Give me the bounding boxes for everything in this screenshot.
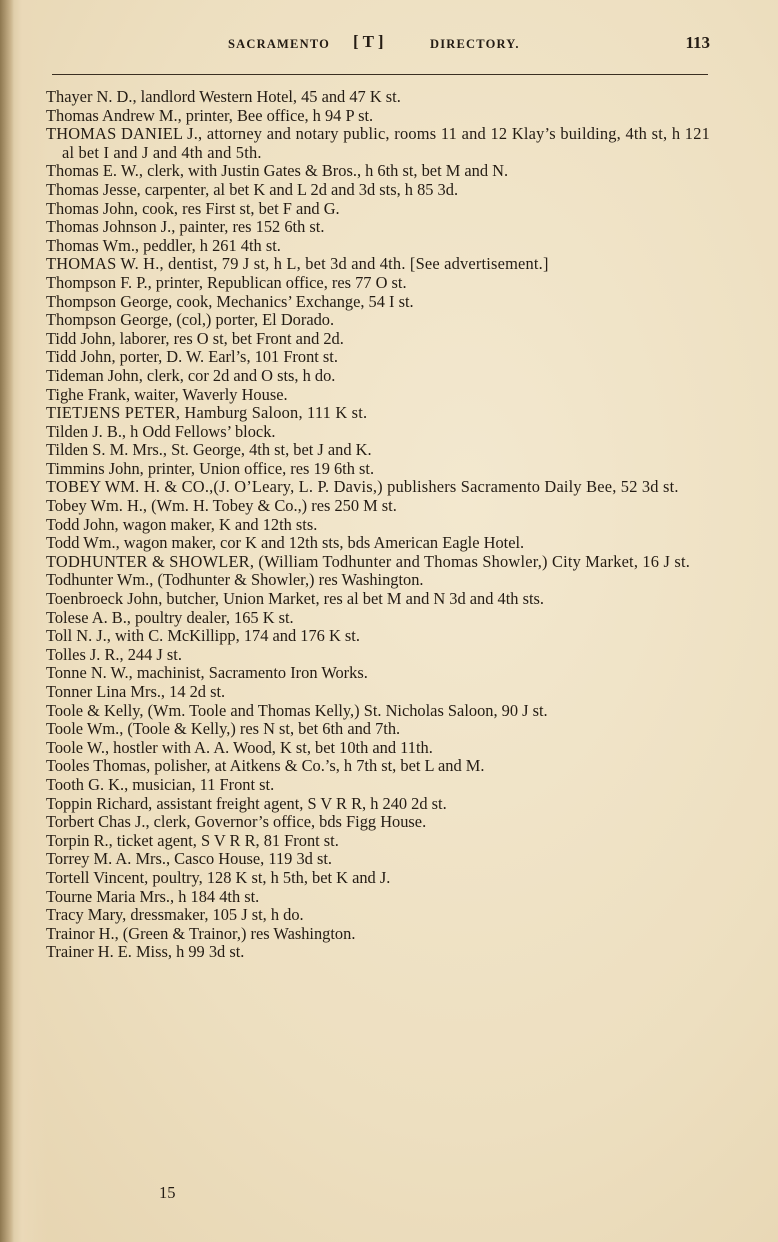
directory-entry: Tidd John, laborer, res O st, bet Front and 2d. <box>46 328 344 348</box>
page-number: 113 <box>685 33 710 52</box>
directory-entry: Tonne N. W., machinist, Sacramento Iron Works. <box>46 663 368 683</box>
directory-entry: Todhunter Wm., (Todhunter & Showler,) res Washington. <box>46 570 424 590</box>
directory-entry: Tidd John, porter, D. W. Earl’s, 101 Front st. <box>46 347 338 367</box>
directory-entry: Torpin R., ticket agent, S V R R, 81 Front st. <box>46 830 339 850</box>
header-rule <box>52 74 708 75</box>
directory-entries <box>46 88 710 962</box>
directory-entry: Thayer N. D., landlord Western Hotel, 45 and 47 K st. <box>46 87 401 106</box>
directory-entry: Toole Wm., (Toole & Kelly,) res N st, bet 6th and 7th. <box>46 719 401 739</box>
directory-entry: Thompson F. P., printer, Republican office, res 77 O st. <box>46 272 407 292</box>
directory-entry: Tolese A. B., poultry dealer, 165 K st. <box>46 607 294 627</box>
directory-entry: Thompson George, (col,) porter, El Dorado. <box>46 310 335 330</box>
directory-entry: TOBEY WM. H. & CO.,(J. O’Leary, L. P. Davis,) publishers Sacramento Daily Bee, 52 3d st. <box>46 477 679 497</box>
directory-entry: Thomas John, cook, res First st, bet F and G. <box>46 198 340 218</box>
binding-edge <box>0 0 14 1242</box>
running-head-title: DIRECTORY. <box>430 37 520 51</box>
directory-entry: Tighe Frank, waiter, Waverly House. <box>46 384 288 404</box>
directory-entry: Toll N. J., with C. McKillipp, 174 and 176 K st. <box>46 626 360 646</box>
directory-entry: Tonner Lina Mrs., 14 2d st. <box>46 682 226 701</box>
directory-entry: Tolles J. R., 244 J st. <box>46 644 182 664</box>
directory-entry: Torbert Chas J., clerk, Governor’s office, bds Figg House. <box>46 812 427 832</box>
directory-entry: Thomas Jesse, carpenter, al bet K and L 2d and 3d sts, h 85 3d. <box>46 179 459 199</box>
directory-entry: Toenbroeck John, butcher, Union Market, res al bet M and N 3d and 4th sts. <box>46 589 545 609</box>
directory-entry: Torrey M. A. Mrs., Casco House, 119 3d st. <box>46 849 332 869</box>
directory-entry: Thomas Andrew M., printer, Bee office, h 94 P st. <box>46 105 374 125</box>
directory-entry: Timmins John, printer, Union office, res 19 6th st. <box>46 458 375 478</box>
directory-entry: Trainer H. E. Miss, h 99 3d st. <box>46 942 245 962</box>
directory-entry: Tideman John, clerk, cor 2d and O sts, h do. <box>46 365 336 385</box>
directory-entry: Trainor H., (Green & Trainor,) res Washington. <box>46 923 356 943</box>
directory-entry: Toole W., hostler with A. A. Wood, K st, bet 10th and 11th. <box>46 737 433 757</box>
directory-entry: Tobey Wm. H., (Wm. H. Tobey & Co.,) res 250 M st. <box>46 496 397 516</box>
directory-entry: Toppin Richard, assistant freight agent, S V R R, h 240 2d st. <box>46 793 447 813</box>
directory-entry: Tourne Maria Mrs., h 184 4th st. <box>46 886 260 906</box>
signature-mark: 15 <box>159 1183 176 1202</box>
directory-entry: THOMAS W. H., dentist, 79 J st, h L, bet 3d and 4th. [See advertisement.] <box>46 254 549 274</box>
running-head <box>228 34 686 56</box>
directory-entry: Todd Wm., wagon maker, cor K and 12th sts, bds American Eagle Hotel. <box>46 533 525 553</box>
directory-entry: Tooth G. K., musician, 11 Front st. <box>46 774 275 794</box>
directory-entry: Toole & Kelly, (Wm. Toole and Thomas Kelly,) St. Nicholas Saloon, 90 J st. <box>46 700 548 720</box>
directory-entry: Tilden J. B., h Odd Fellows’ block. <box>46 421 276 441</box>
directory-entry: TIETJENS PETER, Hamburg Saloon, 111 K st. <box>46 403 368 423</box>
running-head-letter: [ T ] <box>353 32 384 51</box>
directory-entry: Tortell Vincent, poultry, 128 K st, h 5th, bet K and J. <box>46 867 391 887</box>
directory-entry: Thomas Wm., peddler, h 261 4th st. <box>46 235 281 255</box>
directory-entry: Thomas Johnson J., painter, res 152 6th st. <box>46 217 325 237</box>
running-head-city: SACRAMENTO <box>228 37 331 51</box>
directory-entry: Thompson George, cook, Mechanics’ Exchange, 54 I st. <box>46 291 414 311</box>
directory-entry: Thomas E. W., clerk, with Justin Gates & Bros., h 6th st, bet M and N. <box>46 161 509 181</box>
directory-entry: THOMAS DANIEL J., attorney and notary public, rooms 11 and 12 Klay’s building, 4th st, h 121 al bet I and J and 4th and 5th. <box>46 124 710 162</box>
directory-entry: Tooles Thomas, polisher, at Aitkens & Co.’s, h 7th st, bet L and M. <box>46 756 485 776</box>
directory-entry: Tilden S. M. Mrs., St. George, 4th st, bet J and K. <box>46 440 372 460</box>
directory-entry: Todd John, wagon maker, K and 12th sts. <box>46 514 318 534</box>
directory-entry: Tracy Mary, dressmaker, 105 J st, h do. <box>46 905 304 925</box>
directory-entry: TODHUNTER & SHOWLER, (William Todhunter and Thomas Showler,) City Market, 16 J st. <box>46 551 691 571</box>
